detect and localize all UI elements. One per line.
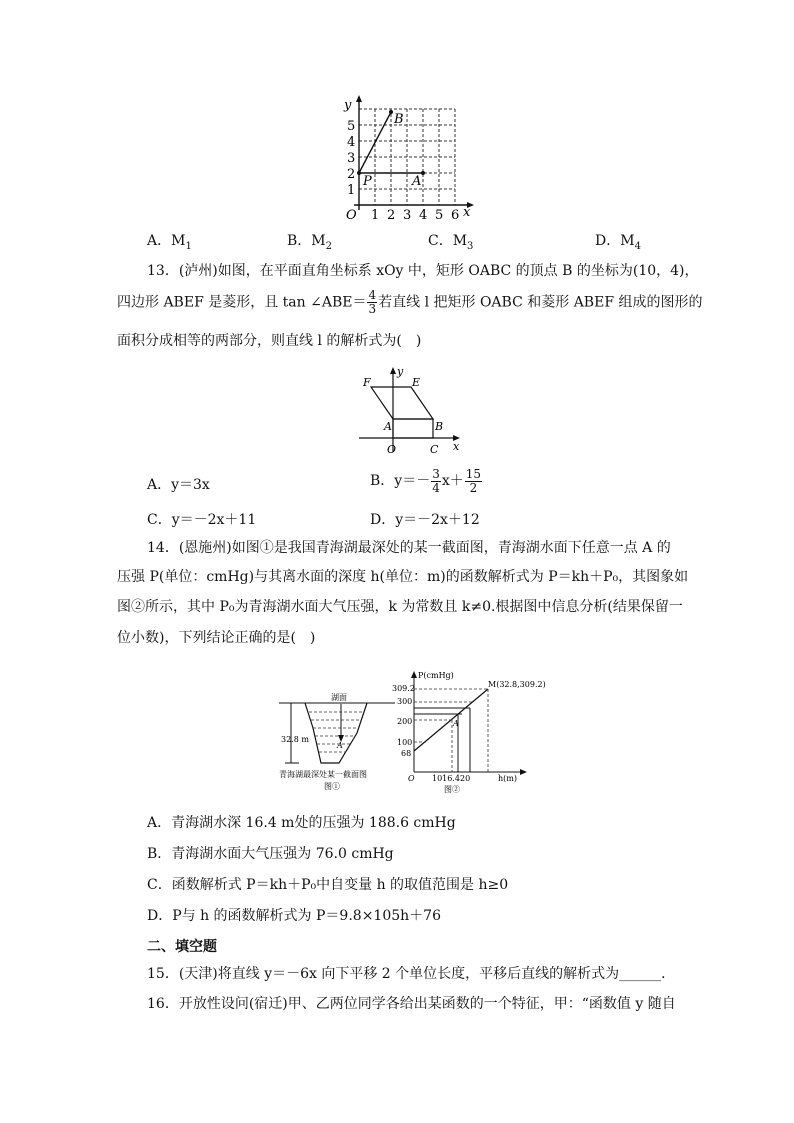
- svg-text:E: E: [412, 376, 421, 389]
- point-P-label: P: [363, 174, 372, 189]
- q13-option-c[interactable]: C．y＝－2x＋11: [147, 512, 257, 528]
- q14-line4: 位小数)，下列结论正确的是( ): [117, 630, 316, 646]
- svg-text:32.8 m: 32.8 m: [281, 735, 309, 744]
- q14-line1: 14．(恩施州)如图①是我国青海湖最深处的某一截面图，青海湖水面下任意一点 A 的: [147, 540, 671, 556]
- svg-text:2: 2: [387, 208, 396, 222]
- q12-coordinate-graph: [335, 92, 485, 222]
- svg-text:4: 4: [347, 135, 356, 150]
- q12-option-c[interactable]: C．$M_3$: [428, 233, 474, 252]
- svg-text:A: A: [337, 741, 343, 750]
- q14-line3: 图②所示，其中 P₀为青海湖水面大气压强，k 为常数且 k≠0.根据图中信息分析(结果保留一: [117, 599, 683, 615]
- svg-text:100: 100: [397, 738, 413, 747]
- q14-option-c[interactable]: C．函数解析式 P＝kh＋P₀中自变量 h 的取值范围是 h≥0: [147, 877, 509, 893]
- q14-figure1-lake-section: [279, 688, 395, 793]
- svg-text:3: 3: [403, 208, 412, 222]
- svg-text:68: 68: [401, 749, 412, 758]
- q15-text: 15．(天津)将直线 y＝－6x 向下平移 2 个单位长度，平移后直线的解析式为______．: [147, 966, 676, 982]
- q14-line2: 压强 P(单位：cmHg)与其离水面的深度 h(单位：m)的函数解析式为 P＝kh＋P₀，其图象如: [117, 569, 689, 585]
- svg-text:青海湖最深处某一截面图: 青海湖最深处某一截面图: [279, 770, 367, 779]
- svg-text:O: O: [408, 774, 415, 783]
- q13-figure: [355, 362, 465, 457]
- q13-option-d[interactable]: D．y＝－2x＋12: [370, 512, 480, 528]
- svg-text:5: 5: [435, 208, 444, 222]
- rectangle-OABC: [393, 419, 433, 438]
- svg-text:O: O: [387, 443, 397, 456]
- point-A-label: A: [412, 174, 422, 189]
- x-tick-labels: [371, 208, 459, 222]
- svg-text:2: 2: [347, 167, 356, 182]
- svg-text:湖面: 湖面: [331, 693, 347, 702]
- q14-option-a[interactable]: A．青海湖水深 16.4 m处的压强为 188.6 cmHg: [147, 815, 456, 831]
- origin-label: O: [346, 208, 357, 222]
- svg-text:1: 1: [371, 208, 380, 222]
- svg-text:h(m): h(m): [498, 774, 517, 783]
- q13-line1: 13．(泸州)如图，在平面直角坐标系 xOy 中，矩形 OABC 的顶点 B 的坐标为(10，4)，: [147, 263, 699, 279]
- svg-text:1: 1: [347, 183, 356, 198]
- point-B-label: B: [394, 112, 404, 127]
- svg-text:F: F: [363, 376, 371, 389]
- svg-text:x: x: [453, 440, 460, 453]
- svg-text:300: 300: [397, 697, 413, 706]
- svg-text:图①: 图①: [324, 782, 340, 791]
- section-fill-in-heading: 二、填空题: [147, 939, 217, 955]
- q12-option-d[interactable]: D．$M_4$: [595, 233, 641, 252]
- axis-y-label: y: [344, 98, 352, 113]
- y-tick-labels: [347, 119, 355, 198]
- svg-text:4: 4: [419, 208, 428, 222]
- q16-text: 16．开放性设问(宿迁)甲、乙两位同学各给出某函数的一个特征，甲：“函数值 y 随自: [147, 996, 676, 1012]
- q13-option-b[interactable]: B．y＝－ $\frac{3}{4}$ x＋ $\frac{15}{2}$: [370, 466, 482, 495]
- q13-line2: 四边形 ABEF 是菱形，且 tan ∠ABE＝ $\frac{4}{3}$ 若直线 l 把矩形 OABC 和菱形 ABEF 组成的图形的: [117, 288, 703, 316]
- svg-text:B: B: [435, 420, 444, 433]
- svg-text:3: 3: [347, 151, 356, 166]
- svg-text:309.2: 309.2: [392, 684, 415, 693]
- svg-text:C: C: [430, 443, 439, 456]
- q13-option-a[interactable]: A．y＝3x: [147, 477, 210, 493]
- q12-option-b[interactable]: B．$M_2$: [287, 233, 332, 252]
- svg-text:200: 200: [397, 717, 413, 726]
- svg-text:A: A: [453, 719, 459, 728]
- svg-text:P(cmHg): P(cmHg): [418, 671, 454, 680]
- rhombus-ABEF: [371, 387, 433, 419]
- q14-option-b[interactable]: B．青海湖水面大气压强为 76.0 cmHg: [147, 846, 394, 862]
- q12-option-a[interactable]: A．$M_1$: [147, 233, 192, 252]
- q14-option-d[interactable]: D．P与 h 的函数解析式为 P＝9.8×105h＋76: [147, 908, 441, 924]
- svg-text:5: 5: [347, 119, 356, 134]
- q14-figure2-pressure-graph: [392, 668, 572, 796]
- svg-text:1016.420: 1016.420: [432, 774, 471, 783]
- grid: [359, 109, 455, 205]
- svg-text:图②: 图②: [444, 785, 460, 794]
- svg-text:6: 6: [451, 208, 460, 222]
- svg-text:y: y: [397, 365, 404, 378]
- svg-text:A: A: [384, 420, 392, 433]
- svg-text:M(32.8,309.2): M(32.8,309.2): [488, 680, 546, 689]
- axis-x-label: x: [463, 205, 471, 220]
- tan-fraction: $\frac{4}{3}$: [368, 288, 377, 316]
- q13-line3: 面积分成相等的两部分，则直线 l 的解析式为( ): [117, 333, 422, 349]
